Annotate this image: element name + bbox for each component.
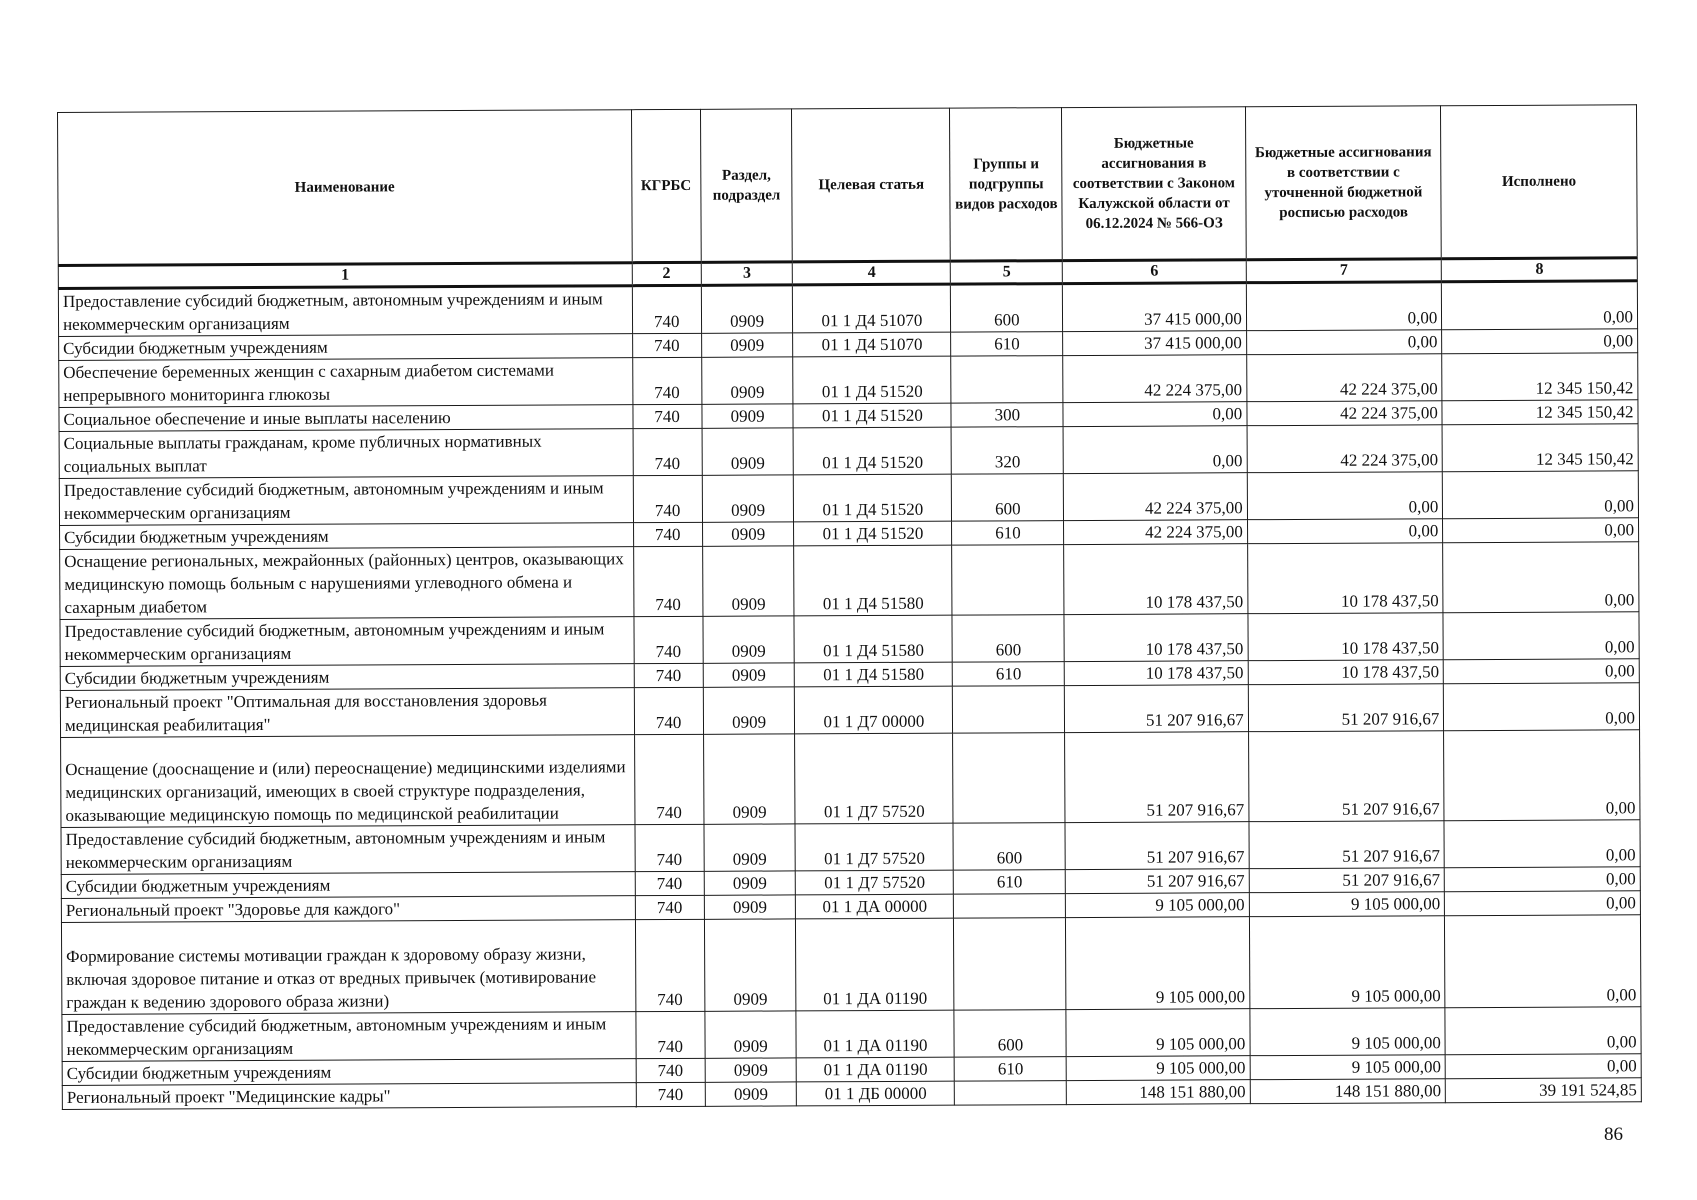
- table-row: [60, 542, 1639, 620]
- row-done-amount-cell: 12 345 150,42: [1442, 400, 1638, 425]
- row-plan-amount-cell: 148 151 880,00: [1250, 1079, 1446, 1104]
- row-group-cell: 610: [953, 662, 1065, 687]
- row-done-amount-cell: 0,00: [1444, 730, 1640, 821]
- row-group-cell: [953, 733, 1065, 824]
- row-section-cell: 0909: [702, 357, 794, 404]
- row-law-amount-cell: 10 178 437,50: [1065, 661, 1248, 686]
- row-group-cell: 600: [952, 474, 1064, 522]
- row-law-amount-cell: 148 151 880,00: [1067, 1080, 1250, 1105]
- row-group-cell: [951, 356, 1063, 404]
- row-plan-amount-cell: 42 224 375,00: [1247, 425, 1443, 473]
- row-plan-amount-cell: 10 178 437,50: [1248, 613, 1444, 661]
- row-target-cell: 01 1 Д7 57520: [795, 733, 953, 824]
- row-plan-amount-cell: 0,00: [1247, 472, 1443, 520]
- row-name-cell: Предоставление субсидий бюджетным, автономным учреждениям и иным некоммерческим организациям: [62, 1012, 636, 1062]
- row-law-amount-cell: 42 224 375,00: [1064, 473, 1248, 521]
- table-row: [58, 281, 1637, 337]
- row-target-cell: 01 1 ДА 01190: [797, 1057, 955, 1082]
- table-body: [58, 281, 1641, 1110]
- row-group-cell: [952, 545, 1064, 616]
- row-name-cell: Региональный проект "Здоровье для каждого": [61, 896, 635, 923]
- row-plan-amount-cell: 0,00: [1246, 282, 1442, 331]
- row-name-cell: Предоставление субсидий бюджетным, автономным учреждениям и иным некоммерческим организациям: [58, 286, 632, 337]
- row-done-amount-cell: 0,00: [1442, 329, 1638, 354]
- row-group-cell: 320: [951, 427, 1063, 475]
- row-done-amount-cell: 39 191 524,85: [1446, 1078, 1642, 1103]
- table-row: [60, 612, 1639, 667]
- row-plan-amount-cell: 10 178 437,50: [1247, 543, 1443, 614]
- row-law-amount-cell: 9 105 000,00: [1067, 1056, 1250, 1081]
- row-name-cell: Оснащение региональных, межрайонных (районных) центров, оказывающих медицинскую помощь больным с нарушениями углеводного обмена и сахарным диабетом: [60, 547, 634, 620]
- column-number: 2: [632, 262, 701, 285]
- row-kgrbs-cell: 740: [633, 522, 702, 546]
- header-section: Раздел, подраздел: [700, 109, 792, 262]
- row-name-cell: Субсидии бюджетным учреждениям: [60, 664, 634, 691]
- row-name-cell: Предоставление субсидий бюджетным, автономным учреждениям и иным некоммерческим организациям: [61, 825, 635, 875]
- row-name-cell: Субсидии бюджетным учреждениям: [60, 523, 634, 550]
- row-plan-amount-cell: 42 224 375,00: [1247, 401, 1443, 426]
- row-target-cell: 01 1 ДБ 00000: [797, 1081, 955, 1106]
- row-plan-amount-cell: 0,00: [1247, 519, 1443, 544]
- row-kgrbs-cell: 740: [632, 357, 701, 404]
- row-name-cell: Предоставление субсидий бюджетным, автономным учреждениям и иным некоммерческим организациям: [59, 476, 633, 526]
- row-law-amount-cell: 9 105 000,00: [1066, 893, 1249, 918]
- row-section-cell: 0909: [703, 663, 795, 687]
- row-target-cell: 01 1 Д4 51070: [793, 284, 951, 333]
- page-number: 86: [1604, 1124, 1623, 1145]
- row-name-cell: Социальное обеспечение и иные выплаты населению: [59, 405, 633, 432]
- row-section-cell: 0909: [702, 522, 794, 546]
- row-target-cell: 01 1 Д4 51070: [793, 332, 951, 357]
- row-plan-amount-cell: 51 207 916,67: [1248, 684, 1444, 732]
- row-group-cell: [954, 918, 1066, 1011]
- row-group-cell: 610: [951, 332, 1063, 357]
- row-group-cell: 300: [951, 403, 1063, 428]
- row-done-amount-cell: 0,00: [1445, 891, 1641, 916]
- table-row: [61, 820, 1640, 875]
- column-number: 4: [793, 261, 951, 285]
- row-target-cell: 01 1 Д4 51520: [794, 521, 952, 546]
- budget-sheet: [57, 104, 1642, 1110]
- row-done-amount-cell: 0,00: [1443, 612, 1639, 660]
- row-name-cell: Оснащение (дооснащение и (или) переоснащение) медицинскими изделиями медицинских организаций, имеющих в своей структуре подразделения, оказывающие медицинскую помощь по медицинской реабилитации: [61, 735, 635, 828]
- row-section-cell: 0909: [705, 1082, 797, 1106]
- row-kgrbs-cell: 740: [635, 1011, 704, 1058]
- row-section-cell: 0909: [702, 428, 794, 475]
- row-law-amount-cell: 9 105 000,00: [1066, 1009, 1250, 1057]
- row-plan-amount-cell: 10 178 437,50: [1248, 660, 1444, 685]
- row-kgrbs-cell: 740: [633, 546, 703, 616]
- budget-table: [57, 104, 1642, 1110]
- row-law-amount-cell: 10 178 437,50: [1064, 544, 1248, 615]
- row-section-cell: 0909: [701, 285, 793, 333]
- row-section-cell: 0909: [704, 919, 796, 1011]
- row-group-cell: 610: [954, 870, 1066, 895]
- row-section-cell: 0909: [703, 687, 795, 734]
- row-kgrbs-cell: 740: [634, 663, 703, 687]
- row-plan-amount-cell: 51 207 916,67: [1248, 731, 1444, 822]
- row-kgrbs-cell: 740: [634, 616, 703, 663]
- header-done: Исполнено: [1441, 105, 1637, 259]
- row-law-amount-cell: 42 224 375,00: [1064, 520, 1247, 545]
- row-kgrbs-cell: 740: [634, 734, 704, 824]
- row-target-cell: 01 1 Д4 51520: [793, 356, 951, 404]
- row-done-amount-cell: 0,00: [1443, 471, 1639, 519]
- row-law-amount-cell: 37 415 000,00: [1063, 283, 1247, 332]
- row-target-cell: 01 1 Д4 51580: [795, 662, 953, 687]
- row-target-cell: 01 1 Д7 57520: [796, 870, 954, 895]
- row-target-cell: 01 1 Д4 51520: [794, 474, 952, 522]
- row-done-amount-cell: 0,00: [1444, 659, 1640, 684]
- row-name-cell: Предоставление субсидий бюджетным, автономным учреждениям и иным некоммерческим организациям: [60, 617, 634, 667]
- row-done-amount-cell: 0,00: [1442, 281, 1638, 330]
- row-plan-amount-cell: 9 105 000,00: [1250, 1008, 1446, 1056]
- row-name-cell: Социальные выплаты гражданам, кроме публичных нормативных социальных выплат: [59, 429, 633, 479]
- row-done-amount-cell: 0,00: [1445, 867, 1641, 892]
- table-row: [60, 683, 1639, 738]
- table-row: [59, 471, 1638, 526]
- row-section-cell: 0909: [704, 895, 796, 919]
- row-name-cell: Субсидии бюджетным учреждениям: [59, 334, 633, 361]
- row-name-cell: Субсидии бюджетным учреждениям: [62, 1059, 636, 1086]
- row-section-cell: 0909: [705, 1011, 797, 1058]
- row-done-amount-cell: 0,00: [1443, 542, 1639, 613]
- column-number: 3: [701, 262, 793, 285]
- header-name: Наименование: [58, 110, 632, 266]
- header-group: Группы и подгруппы видов расходов: [950, 108, 1063, 262]
- table-row: [61, 730, 1640, 828]
- header-law: Бюджетные ассигнования в соответствии с Законом Калужской области от 06.12.2024 № 566-ОЗ: [1062, 107, 1246, 261]
- table-row: [59, 424, 1638, 479]
- row-target-cell: 01 1 Д4 51580: [794, 545, 952, 616]
- row-law-amount-cell: 9 105 000,00: [1066, 917, 1250, 1010]
- row-plan-amount-cell: 9 105 000,00: [1249, 892, 1445, 917]
- row-section-cell: 0909: [703, 616, 795, 663]
- table-row: [61, 915, 1640, 1015]
- row-kgrbs-cell: 740: [633, 428, 702, 475]
- row-section-cell: 0909: [704, 824, 796, 871]
- row-group-cell: 600: [954, 1010, 1066, 1058]
- row-section-cell: 0909: [704, 871, 796, 895]
- row-plan-amount-cell: 9 105 000,00: [1249, 916, 1445, 1009]
- row-target-cell: 01 1 ДА 01190: [796, 1010, 954, 1058]
- table-row: [62, 1007, 1641, 1062]
- row-law-amount-cell: 10 178 437,50: [1064, 614, 1248, 662]
- row-law-amount-cell: 51 207 916,67: [1065, 732, 1249, 823]
- row-target-cell: 01 1 Д7 00000: [795, 686, 953, 734]
- row-plan-amount-cell: 51 207 916,67: [1249, 821, 1445, 869]
- row-group-cell: 610: [954, 1057, 1066, 1082]
- row-name-cell: Региональный проект "Оптимальная для восстановления здоровья медицинская реабилитация": [60, 688, 634, 738]
- row-kgrbs-cell: 740: [635, 919, 705, 1011]
- row-group-cell: 600: [953, 823, 1065, 871]
- column-number: 1: [58, 263, 632, 289]
- row-kgrbs-cell: 740: [632, 404, 701, 428]
- row-name-cell: Формирование системы мотивации граждан к здоровому образу жизни, включая здоровое питание и отказ от вредных привычек (мотивирование граждан к ведению здорового образа жизни): [61, 920, 635, 1015]
- row-group-cell: 610: [952, 521, 1064, 546]
- row-target-cell: 01 1 Д7 57520: [795, 823, 953, 871]
- row-kgrbs-cell: 740: [633, 475, 702, 522]
- table-row: [59, 353, 1638, 408]
- row-target-cell: 01 1 Д4 51520: [793, 403, 951, 428]
- row-law-amount-cell: 51 207 916,67: [1066, 869, 1249, 894]
- row-section-cell: 0909: [702, 546, 794, 616]
- row-kgrbs-cell: 740: [636, 1058, 705, 1082]
- row-kgrbs-cell: 740: [635, 895, 704, 919]
- row-section-cell: 0909: [701, 333, 793, 357]
- row-target-cell: 01 1 Д4 51520: [794, 427, 952, 475]
- row-name-cell: Субсидии бюджетным учреждениям: [61, 872, 635, 899]
- row-done-amount-cell: 12 345 150,42: [1442, 353, 1638, 401]
- row-done-amount-cell: 0,00: [1445, 1007, 1641, 1055]
- row-section-cell: 0909: [702, 475, 794, 522]
- row-section-cell: 0909: [702, 404, 794, 428]
- row-plan-amount-cell: 0,00: [1246, 330, 1442, 355]
- column-number: 7: [1246, 259, 1442, 283]
- table-header-row: [58, 105, 1638, 266]
- row-law-amount-cell: 0,00: [1063, 402, 1246, 427]
- row-done-amount-cell: 0,00: [1445, 1054, 1641, 1079]
- row-name-cell: Региональный проект "Медицинские кадры": [62, 1083, 636, 1110]
- row-group-cell: [953, 686, 1065, 734]
- row-law-amount-cell: 51 207 916,67: [1065, 685, 1249, 733]
- row-name-cell: Обеспечение беременных женщин с сахарным диабетом системами непрерывного мониторинга глюкозы: [59, 358, 633, 408]
- row-plan-amount-cell: 42 224 375,00: [1246, 354, 1442, 402]
- row-plan-amount-cell: 51 207 916,67: [1249, 868, 1445, 893]
- row-kgrbs-cell: 740: [634, 687, 703, 734]
- row-target-cell: 01 1 Д4 51580: [794, 615, 952, 663]
- column-number: 6: [1063, 260, 1246, 284]
- row-group-cell: [954, 894, 1066, 919]
- row-group-cell: 600: [952, 615, 1064, 663]
- row-kgrbs-cell: 740: [635, 824, 704, 871]
- column-number: 5: [951, 261, 1063, 285]
- header-plan: Бюджетные ассигнования в соответствии с уточненной бюджетной росписью расходов: [1245, 106, 1441, 260]
- row-group-cell: [955, 1081, 1067, 1106]
- row-section-cell: 0909: [703, 734, 795, 824]
- header-kgrbs: КГРБС: [631, 109, 701, 262]
- row-kgrbs-cell: 740: [636, 1082, 705, 1106]
- row-target-cell: 01 1 ДА 00000: [796, 894, 954, 919]
- row-law-amount-cell: 42 224 375,00: [1063, 355, 1247, 403]
- row-law-amount-cell: 37 415 000,00: [1063, 331, 1246, 356]
- row-done-amount-cell: 0,00: [1445, 915, 1641, 1008]
- row-plan-amount-cell: 9 105 000,00: [1250, 1055, 1446, 1080]
- row-done-amount-cell: 12 345 150,42: [1442, 424, 1638, 472]
- row-law-amount-cell: 0,00: [1063, 426, 1247, 474]
- row-section-cell: 0909: [705, 1058, 797, 1082]
- row-kgrbs-cell: 740: [635, 871, 704, 895]
- column-number: 8: [1442, 258, 1638, 282]
- row-done-amount-cell: 0,00: [1444, 820, 1640, 868]
- row-group-cell: 600: [951, 284, 1063, 333]
- row-law-amount-cell: 51 207 916,67: [1065, 822, 1249, 870]
- row-kgrbs-cell: 740: [632, 333, 701, 357]
- row-kgrbs-cell: 740: [632, 285, 701, 333]
- row-done-amount-cell: 0,00: [1443, 518, 1639, 543]
- row-target-cell: 01 1 ДА 01190: [796, 918, 954, 1011]
- row-done-amount-cell: 0,00: [1444, 683, 1640, 731]
- header-target: Целевая статья: [792, 108, 951, 262]
